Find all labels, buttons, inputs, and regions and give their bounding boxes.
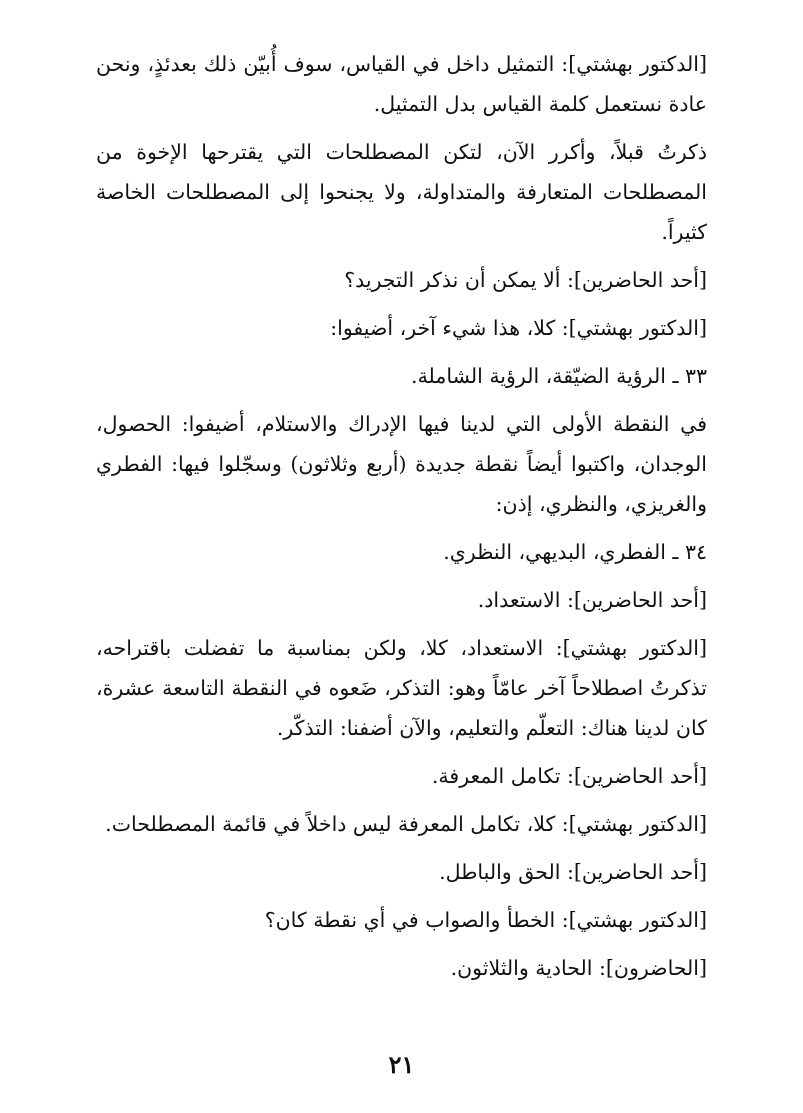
- paragraph-9: [الدكتور بهشتي]: الاستعداد، كلا، ولكن بمناسبة ما تفضلت باقتراحه، تذكرتُ اصطلاحاً آخر عامّاً وهو: التذكر، ضَعوه في النقطة التاسعة عشرة، كان لدينا هناك: التعلّم والتعليم، والآن أضفنا: التذكّر.: [96, 636, 707, 740]
- paragraph-12: [أحد الحاضرين]: الحق والباطل.: [439, 860, 707, 884]
- paragraph-8: [أحد الحاضرين]: الاستعداد.: [477, 588, 707, 612]
- paragraph-5: ٣٣ ـ الرؤية الضيّقة، الرؤية الشاملة.: [411, 364, 707, 388]
- paragraph-7: ٣٤ ـ الفطري، البديهي، النظري.: [443, 540, 707, 564]
- paragraph-3: [أحد الحاضرين]: ألا يمكن أن نذكر التجريد؟: [344, 268, 707, 292]
- paragraph-11: [الدكتور بهشتي]: كلا، تكامل المعرفة ليس داخلاً في قائمة المصطلحات.: [105, 812, 707, 836]
- paragraph-14: [الحاضرون]: الحادية والثلاثون.: [450, 956, 707, 980]
- page-number: ٢١: [388, 1050, 415, 1079]
- paragraph-13: [الدكتور بهشتي]: الخطأ والصواب في أي نقطة كان؟: [264, 908, 707, 932]
- body-text: [96, 44, 707, 996]
- paragraph-6: في النقطة الأولى التي لدينا فيها الإدراك والاستلام، أضيفوا: الحصول، الوجدان، واكتبوا أيضاً نقطة جديدة (أربع وثلاثون) وسجّلوا فيها: الفطري والغريزي، والنظري، إذن:: [96, 412, 707, 516]
- paragraph-10: [أحد الحاضرين]: تكامل المعرفة.: [431, 764, 707, 788]
- paragraph-4: [الدكتور بهشتي]: كلا، هذا شيء آخر، أضيفوا:: [330, 316, 707, 340]
- paragraph-1: [الدكتور بهشتي]: التمثيل داخل في القياس، سوف أُبيّن ذلك بعدئذٍ، ونحن عادة نستعمل كلمة القياس بدل التمثيل.: [96, 52, 707, 116]
- paragraph-2: ذكرتُ قبلاً، وأكرر الآن، لتكن المصطلحات التي يقترحها الإخوة من المصطلحات المتعارفة والمتداولة، ولا يجنحوا إلى المصطلحات الخاصة كثيراً.: [96, 140, 707, 244]
